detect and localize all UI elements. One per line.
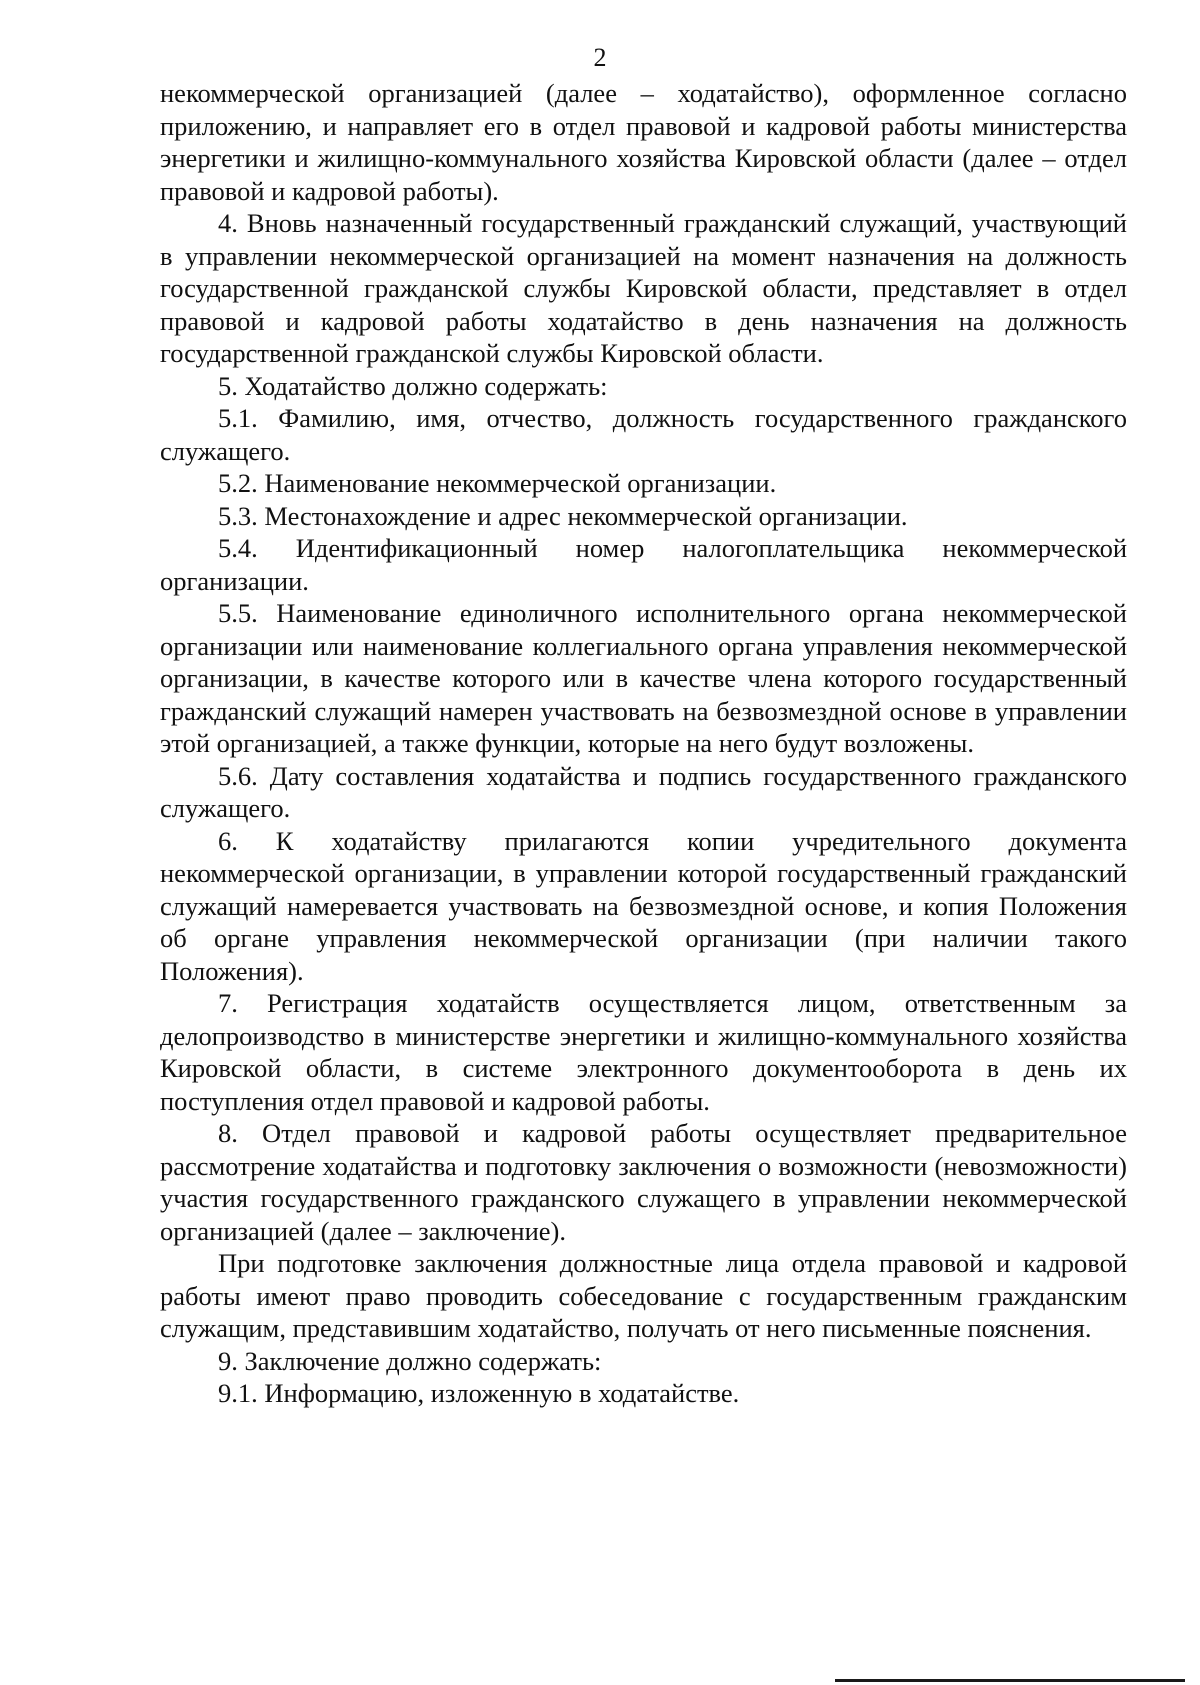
- paragraph-5-4: 5.4. Идентификационный номер налогоплательщика некоммерческой организации.: [160, 533, 1127, 596]
- paragraph-8-note: При подготовке заключения должностные лица отдела правовой и кадровой работы имеют право проводить собеседование с государственным гражданским служащим, представившим ходатайство, получать от него письменные пояснения.: [160, 1248, 1127, 1343]
- paragraph-4: 4. Вновь назначенный государственный гражданский служащий, участвующий в управлении некоммерческой организацией на момент назначения на должность государственной гражданской службы Кировской области, представляет в отдел правовой и кадровой работы ходатайство в день назначения на должность государственной гражданской службы Кировской области.: [160, 208, 1127, 368]
- paragraph-5-1: 5.1. Фамилию, имя, отчество, должность государственного гражданского служащего.: [160, 403, 1127, 466]
- footer-divider: [835, 1679, 1185, 1682]
- paragraph-5-2: 5.2. Наименование некоммерческой организации.: [218, 468, 777, 498]
- paragraph-7: 7. Регистрация ходатайств осуществляется лицом, ответственным за делопроизводство в министерстве энергетики и жилищно-коммунального хозяйства Кировской области, в системе электронного документооборота в день их поступления отдел правовой и кадровой работы.: [160, 988, 1127, 1116]
- paragraph-5-6: 5.6. Дату составления ходатайства и подпись государственного гражданского служащего.: [160, 760, 1127, 823]
- document-body: [160, 77, 1127, 1410]
- paragraph-5-5: 5.5. Наименование единоличного исполнительного органа некоммерческой организации или наименование коллегиального органа управления некоммерческой организации, в качестве которого или в качестве члена которого государственный гражданский служащий намерен участвовать на безвозмездной основе в управлении этой организацией, а также функции, которые на него будут возложены.: [160, 598, 1127, 758]
- paragraph-6: 6. К ходатайству прилагаются копии учредительного документа некоммерческой организации, в управлении которой государственный гражданский служащий намеревается участвовать на безвозмездной основе, и копия Положения об органе управления некоммерческой организации (при наличии такого Положения).: [160, 825, 1127, 986]
- paragraph-5-3: 5.3. Местонахождение и адрес некоммерческой организации.: [218, 500, 908, 531]
- paragraph-continuation: некоммерческой организацией (далее – ходатайство), оформленное согласно приложению, и направляет его в отдел правовой и кадровой работы министерства энергетики и жилищно-коммунального хозяйства Кировской области (далее – отдел правовой и кадровой работы).: [160, 78, 1127, 206]
- paragraph-8: 8. Отдел правовой и кадровой работы осуществляет предварительное рассмотрение ходатайства и подготовку заключения о возможности (невозможности) участия государственного гражданского служащего в управлении некоммерческой организацией (далее – заключение).: [160, 1118, 1127, 1246]
- paragraph-9: 9. Заключение должно содержать:: [218, 1345, 602, 1376]
- page-number: 2: [593, 43, 607, 72]
- paragraph-9-1: 9.1. Информацию, изложенную в ходатайстве.: [218, 1378, 740, 1408]
- paragraph-5: 5. Ходатайство должно содержать:: [218, 370, 608, 401]
